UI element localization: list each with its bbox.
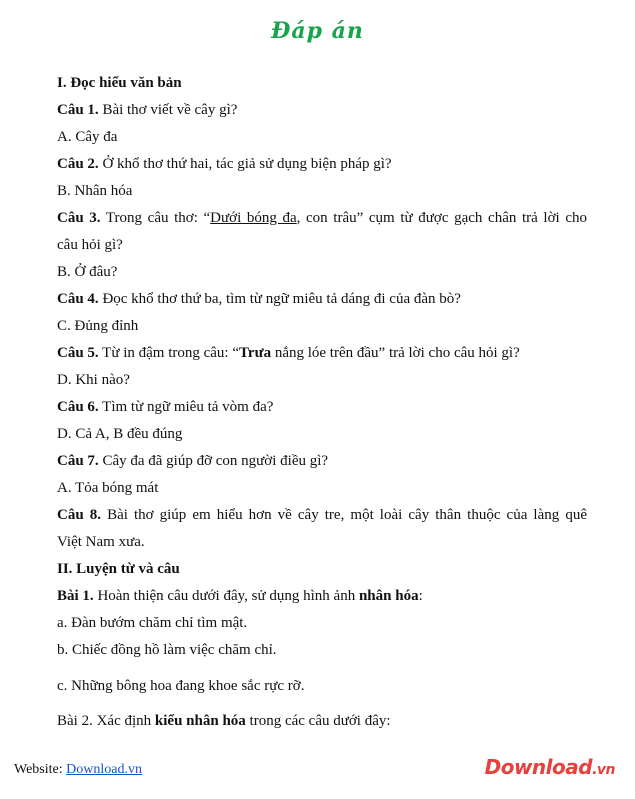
- bold-word: Trưa: [239, 345, 272, 361]
- exercise-1-c: c. Những bông hoa đang khoe sắc rực rỡ.: [57, 678, 305, 694]
- question-text: Bài thơ giúp em hiểu hơn về cây tre, một loài cây thân thuộc của làng quê: [101, 507, 587, 523]
- question-7: [57, 451, 587, 471]
- question-2: [57, 154, 587, 174]
- question-text: Cây đa đã giúp đỡ con người điều gì?: [98, 453, 329, 469]
- exercise-label: Bài 1.: [57, 588, 94, 604]
- question-text: Trong câu thơ: “: [100, 210, 211, 226]
- answer-7: A. Tỏa bóng mát: [57, 480, 159, 496]
- exercise-text: Hoàn thiện câu dưới đây, sử dụng hình ảnh: [93, 588, 359, 604]
- question-8: [57, 505, 587, 525]
- question-label: Câu 3.: [57, 210, 101, 226]
- question-5: [57, 343, 587, 363]
- question-4: [57, 289, 587, 309]
- section-1-heading: I. Đọc hiểu văn bản: [57, 75, 182, 91]
- bold-term: kiểu nhân hóa: [154, 713, 246, 729]
- question-label: Câu 5.: [57, 345, 99, 361]
- question-label: Câu 6.: [57, 399, 99, 415]
- exercise-text: Bài 2. Xác định: [57, 713, 155, 729]
- question-1: [57, 100, 587, 120]
- question-label: Câu 2.: [57, 156, 99, 172]
- question-6: [57, 397, 587, 417]
- footer: [14, 762, 142, 778]
- bold-term: nhân hóa: [358, 588, 419, 604]
- answer-6: D. Cả A, B đều đúng: [57, 426, 183, 442]
- question-3: [57, 208, 587, 228]
- question-text: nắng lóe trên đầu” trả lời cho câu hỏi gì?: [271, 345, 520, 361]
- exercise-1: [57, 586, 587, 606]
- exercise-2: [57, 711, 587, 731]
- question-3-continued: câu hỏi gì?: [57, 237, 123, 253]
- website-link[interactable]: Download.vn: [66, 762, 142, 777]
- question-text: Đọc khổ thơ thứ ba, tìm từ ngữ miêu tả dáng đi của đàn bò?: [98, 291, 461, 307]
- exercise-text: :: [418, 588, 423, 604]
- logo-suffix: .vn: [592, 762, 615, 778]
- footer-label: Website:: [14, 762, 67, 777]
- exercise-1-a: a. Đàn bướm chăm chỉ tìm mật.: [57, 615, 248, 631]
- answer-3: B. Ở đâu?: [57, 264, 118, 280]
- question-8-continued: Việt Nam xưa.: [57, 534, 145, 550]
- question-label: Câu 4.: [57, 291, 99, 307]
- underlined-phrase: Dưới bóng đa: [210, 210, 297, 226]
- question-text: Từ in đậm trong câu: “: [98, 345, 240, 361]
- section-2-heading: II. Luyện từ và câu: [57, 561, 180, 577]
- question-text: Bài thơ viết về cây gì?: [98, 102, 238, 118]
- question-text: , con trâu” cụm từ được gạch chân trả lời cho: [296, 210, 587, 226]
- question-label: Câu 7.: [57, 453, 99, 469]
- download-logo: [485, 755, 615, 779]
- answer-2: B. Nhân hóa: [57, 183, 133, 199]
- answer-1: A. Cây đa: [57, 129, 118, 145]
- exercise-1-b: b. Chiếc đồng hồ làm việc chăm chỉ.: [57, 642, 277, 658]
- answer-5: D. Khi nào?: [57, 372, 130, 388]
- answer-4: C. Đủng đỉnh: [57, 318, 139, 334]
- exercise-text: trong các câu dưới đây:: [245, 713, 391, 729]
- page-title: Đáp án: [271, 18, 364, 44]
- question-label: Câu 8.: [57, 507, 101, 523]
- question-label: Câu 1.: [57, 102, 99, 118]
- question-text: Tìm từ ngữ miêu tả vòm đa?: [98, 399, 274, 415]
- logo-text: Download: [484, 755, 593, 779]
- question-text: Ở khổ thơ thứ hai, tác giả sử dụng biện pháp gì?: [98, 156, 392, 172]
